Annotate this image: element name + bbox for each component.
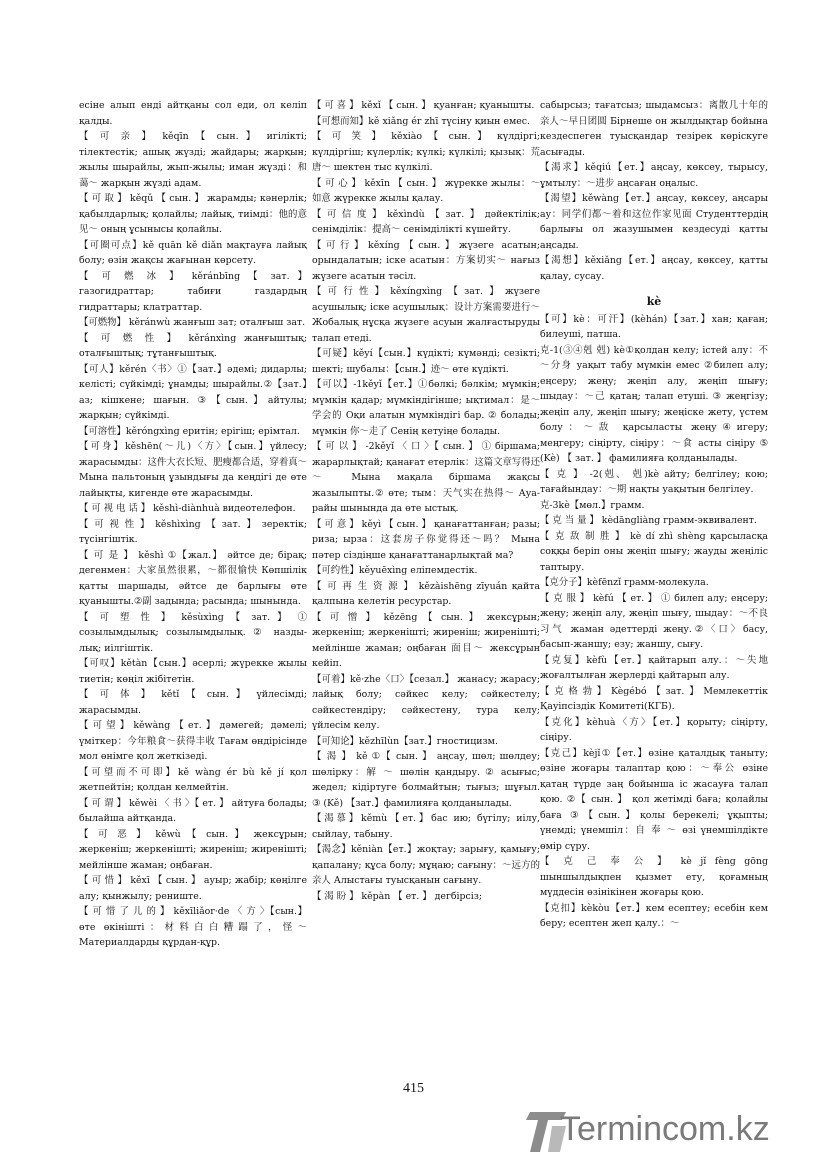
dictionary-entry: 【 可 是 】 kěshì ①【жал.】 әйтсе де; бірақ; дегенмен：大家虽然很累，～都很愉快 Көпшілік қатты шаршады, әйтсе де барлығы өте қуанышты.②副 задында; расында; шынында. — [79, 549, 307, 607]
termincom-logo — [522, 1100, 822, 1160]
dictionary-entry: сабырсыз; тағатсыз; шыдамсыз：离散几十年的亲人～早日团圆 Бірнеше он жылдықтар бойына кездеспеген туысқандар тезірек көріскуге асығады. — [540, 100, 768, 158]
dictionary-entry: 【 克 己 奉 公 】 kè jǐ fèng gōng шыншылдықпен қызмет ету, қоғамның мүддесін өзінікінен жоғары қою. — [540, 856, 768, 898]
dictionary-entry: 克-3kè【мөл.】грамм. — [540, 499, 645, 511]
dictionary-entry: 【渴念】kěniàn【ет.】жоқтау; зарығу, қамығу; қапалану; құса болу; мұңаю; сағыну：～远方的亲人 Алыстағы туысқанын сағыну. — [312, 844, 540, 886]
dictionary-entry: 【 渴 】 kě ①【 сын. 】 аңсау, шөл; шөлдеу; шөлірку：解 ～ шөлін қандыру. ② асығыс; жедел; кідіртуге болмайтын; тығыз; шұғыл. ③ (Kě) 【зат.】фамилияға қолданылады. — [312, 751, 540, 809]
dictionary-entry: 【 渴 盼 】 kěpàn 【 ет. 】 дегбірсіз; — [312, 890, 483, 902]
dictionary-entry: 【可叹】kětàn【сын.】әсерлі; жүрекке жылы тиетін; көңіл жібітетін. — [79, 658, 307, 685]
dictionary-entry: 【克格勃】Kègébó【зат.】Мемлекеттік Қауіпсіздік Комитеті(КГБ). — [540, 685, 768, 712]
dictionary-entry: 【 克 敌 制 胜 】 kè dí zhì shèng қарсыласқа соққы беріп оны жеңіп шығу; жауды жеңіліс таптыру. — [540, 530, 768, 573]
dictionary-entry: 【 可 恶 】 kěwù 【 сын. 】 жексұрын; жеркеніш; жеркенішті; жиреніш; жиренішті; мейлінше жаман; оңбаған. — [79, 828, 307, 871]
text-column-left — [79, 98, 307, 951]
dictionary-entry: 【可】kè：可汗】(kèhán)【зат.】хан; қаған; билеуші, патша. — [540, 313, 768, 340]
dictionary-entry: 【可望】kěwàng【ет.】дәмегей; дәмелі; үміткер：今年粮食～获得丰收 Тағам өндірісінде мол өнімге қол жеткізеді. — [79, 720, 307, 762]
dictionary-entry: 【 可 燃 性 】 kěránxìng жанғыштық; оталғыштық; тұтанғыштық. — [79, 332, 307, 359]
dictionary-entry: 【可信度】kěxìndù【зат.】дәйектілік; сенімділік：提高～ сенімділікті күшейту. — [312, 208, 540, 235]
dictionary-entry: 【 可 惜 了 儿 的 】 kěxīliǎor·de 〈 方 〉【сын.】өте өкінішті：材料白白糟蹋了，怪～ Материалдарды құрдан-құр. — [79, 906, 307, 948]
dictionary-entry: 【 可 再 生 资 源 】 kězàishēng zīyuán қайта қалпына келетін ресурстар. — [312, 580, 540, 607]
dictionary-entry: 【可知论】kězhīlùn【зат.】гностицизм. — [312, 735, 498, 747]
dictionary-entry: 【可行性】kěxíngxìng【зат.】жүзеге асушылық; іске асушылық：设计方案需要进行～ Жобалық нұсқа жүзеге асуын жалғастыруды талап етеді. — [312, 286, 540, 344]
dictionary-entry: 【可行】kěxíng【сын.】жүзеге асатын; орындалатын; іске асатын：方案切实～ нағыз жүзеге асатын тәсіл. — [312, 239, 540, 282]
dictionary-entry: 【可燃物】 kěránwù жанғыш зат; оталғыш зат. — [79, 317, 306, 328]
dictionary-entry: 【渴望】kěwàng【ет.】аңсау, көксеу, аңсары ау：同学们都～着和这位作家见面 Студенттердің барлығы ол жазушымен кездесуді қатты аңсады. — [540, 193, 768, 251]
dictionary-entry: 【可圈可点】kě quān kě diǎn мақтауға лайық болу; өзін жақсы жағынан көрсету. — [79, 239, 307, 266]
text-column-middle — [312, 98, 540, 904]
dictionary-entry: 【克扣】kèkòu【ет.】кем есептеу; есебін кем беру; есептен жеп қалу.：～ — [540, 902, 768, 929]
dictionary-entry: 【克化】kèhuà〈方〉【ет.】қорыту; сіңірту, сіңіру. — [540, 716, 768, 743]
dictionary-entry: 【 可 谓 】 kěwèi 〈 书 〉【 ет. 】 айтуға болады; былайша айтқанда. — [79, 797, 307, 824]
dictionary-entry: 【 可 燃 冰 】 kěránbīng 【 зат. 】 газогидраттар; табиғи газдардың гидраттары; клатраттар. — [79, 270, 307, 313]
dictionary-entry: 克-1(③④剋 剋) kè①қолдан келу; істей алу：不～分身 уақыт табу мүмкін емес ②билеп алу; еңсеру; жеңу; жеңіп алу, жеңіп шығу; шыдау：～己 қатаң; талап етуші. ③ жеңгізу; жеңіп алу, жеңіп шығу; жеңіске жету, үстем болу：～敌 қарсыласты жеңу④игеру; меңгеру; сіңірту, сіңіру：～食 асты сіңіру ⑤ (Kè) 【 зат. 】 фамилияға қолданылады. — [540, 344, 768, 464]
dictionary-entry: 【 可 意 】 kěyì 【 сын. 】 қанағаттанған; разы; риза; ырза：这套房子你觉得还～吗？ Мына пәтер сіздіңше қанағаттанарлықтай ма? — [312, 518, 540, 561]
dictionary-entry: 【可望而不可即】kě wàng ér bù kě jí қол жетпейтін; қолдан келмейтін. — [79, 766, 307, 793]
dictionary-entry: 【 可 笑 】 kěxiào 【 сын. 】 күлдіргі; күлдіргіш; күлерлік; күлкі; күлкілі; қызық：荒唐～ шектен тыс күлкілі. — [312, 131, 540, 173]
dictionary-entry: 【 可 取 】 kěqǔ 【 сын. 】 жарамды; кәнерлік; қабылдарлық; қолайлы; лайық, тиімді：他的意见～ оның ұсынысы қолайлы. — [79, 193, 307, 235]
dictionary-entry: 【可视性】kěshìxìng【зат.】зеректік; түсінгіштік. — [79, 518, 307, 545]
dictionary-entry: 【 可 体 】 kětǐ 【 сын. 】 үйлесімді; жарасымды. — [79, 689, 307, 716]
logo-text: Termincom.kz — [560, 1110, 770, 1148]
dictionary-entry: 【 可 心 】 kěxīn 【 сын. 】 жүрекке жылы：～如意 жүрекке жылы қалау. — [312, 177, 540, 204]
dictionary-entry: 【 可 惜 】 kěxī 【 сын. 】 ауыр; жабір; көңілге алу; қынжылу; рениште. — [79, 875, 307, 902]
dictionary-entry: 【 可 视 电 话 】 kěshì-diànhuà видеотелефон. — [79, 503, 296, 514]
dictionary-entry: 【 克 】 -2(剋、 剋)kè айту; белгілеу; кою; тағайындау：～期 нақты уақытын белгілеу. — [540, 468, 768, 495]
dictionary-entry: есіне алып енді айтқаны сол еди, ол келіп қалды. — [79, 100, 307, 127]
dictionary-entry: 【可人】kěrén〈书〉①【зат.】әдемі; дидарлы; келісті; сүйкімді; ұнамды; шырайлы.②【зат.】аз; кішкене; шағын. ③【сын.】айтулы; жарқын; сүйкімді. — [79, 363, 307, 421]
dictionary-entry: 【可着】kě·zhe〈口〉【сезал.】 жанасу; жарасу; лайық болу; сәйкес келу; сәйкестелу; сәйкестендіру; сәйкестену, тура келу; үйлесім келу. — [312, 673, 540, 731]
dictionary-entry: 【克复】kèfù【ет.】қайтарып алу.：～失地 жоғалтылған жерлерді қайтарып алу. — [540, 654, 768, 681]
dictionary-entry: 【可身】kěshēn(～儿)〈方〉【сын.】үйлесу; жарасымды：这件大衣长短、肥瘦都合适，穿着真～ Мына пальтоның ұзындығы да кеңдігі де өте лайықты, кигенде өте жарасымды. — [79, 441, 307, 499]
dictionary-entry: 【 可 塑 性 】 kěsùxìng 【 зат. 】 ① созылымдылық; созылымдылық. ② наздылық; иілгіштік. — [79, 611, 307, 654]
dictionary-entry: 【克分子】kèfēnzǐ грамм-молекула. — [540, 577, 709, 588]
dictionary-entry: 【 可 以 】 -2kěyǐ 〈 口 〉【 сын. 】 ① біршама; жарарлықтай; қанағат етерлік：这篇文章写得还～ Мына мақала біршама жақсы жазылыпты.② өте; тым：天气实在热得～ Ауа-райы шынында да өте ыстық. — [312, 441, 540, 514]
dictionary-entry: 【 克 服 】 kèfú 【 ет. 】 ① билеп алу; еңсеру; жеңу; жеңіп алу, жеңіп шығу, шыдау：～不良习气 жаман әдеттерді жеңу.②〈口〉басу, басып-жаншу; езу; жаншу, сығу. — [540, 592, 768, 650]
section-header: kè — [646, 295, 662, 308]
dictionary-entry: 【 可 喜 】 kěxǐ 【 сын. 】 қуанған; қуанышты. — [312, 100, 535, 111]
dictionary-entry: 【可想而知】kě xiǎng ér zhī түсіну қиын емес. — [312, 115, 531, 127]
dictionary-entry: 【可以】-1kěyǐ【ет.】①бөлкі; бәлкім; мүмкін; мүмкін қадар; мүмкіндігінше; ықтимал：是～学会的 Оқи алатын мүмкіндігі бар. ② болады; мүмкін 你～走了 Сенің кетуіңе болады. — [312, 379, 540, 437]
page-number: 415 — [403, 1081, 424, 1096]
dictionary-entry: 【克己】kèjǐ①【ет.】өзіне қаталдық таныту; өзіне жоғары талаптар қою：～奉公 өзіне қатаң түрде заң бойынша іс жасауға талап қою. ②【 сын. 】 қол жетімді баға; қолайлы баға ③【сын.】қолы берекелі; ұқыпты; үнемді; үнемшіл：自 奉 ～ өзі үнемшілдікте өмір сүру. — [540, 747, 768, 852]
dictionary-entry: 【渴想】kěxiǎng【ет.】аңсау, көксеу, қатты қалау, сусау. — [540, 255, 768, 282]
text-column-right — [540, 98, 768, 932]
dictionary-entry: 【渴慕】kěmù【ет.】бас ию; бүгілу; иілу, сыйлау, табыну. — [312, 813, 540, 840]
dictionary-entry: 【可溶性】kěróngxìng еритін; ерігіш; ерімтал. — [79, 425, 300, 437]
dictionary-entry: 【渴求】kěqiú【ет.】аңсау, көксеу, тырысу, ұмтылу：～进步 аңсаған оңалыс. — [540, 162, 768, 189]
dictionary-entry: 【 克 当 量 】 kèdāngliàng грамм-эквивалент. — [540, 515, 757, 526]
dictionary-entry: 【 可 憎 】 kězēng 【 сын. 】 жексұрын; жеркеніш; жеркенішті; жиреніш; жиренішті; мейлінше жаман; оңбаған 面目～ жексұрын кейіп. — [312, 611, 540, 669]
dictionary-entry: 【 可 亲 】 kěqīn 【 сын. 】 игіліктi; тілектестік; ашық жүзді; жайдары; жарқын; жылы шырайлы, жып-жылы; иман жүзді：和蔼～ жарқын жүзді адам. — [79, 131, 307, 189]
dictionary-entry: 【可约性】kěyuēxìng еліпемдестік. — [312, 565, 478, 576]
dictionary-entry: 【可疑】kěyí【сын.】күдікті; күмәнді; сезікті; шекті; шубалы：【сын.】迹～ өте күдікті. — [312, 348, 540, 375]
